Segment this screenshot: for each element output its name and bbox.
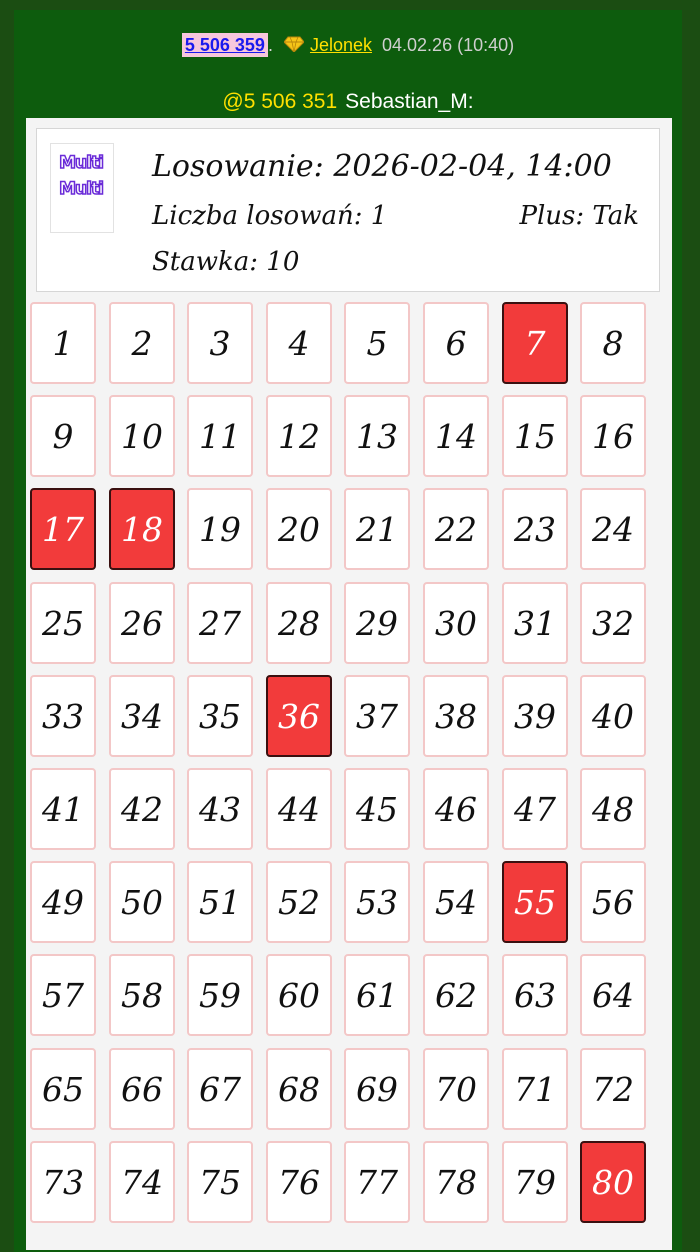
number-cell-selected[interactable]: 7 <box>502 302 568 384</box>
post-date: 04.02.26 (10:40) <box>382 35 515 55</box>
number-cell[interactable]: 33 <box>30 675 96 757</box>
number-cell[interactable]: 35 <box>187 675 253 757</box>
number-cell[interactable]: 73 <box>30 1141 96 1223</box>
number-cell[interactable]: 59 <box>187 954 253 1036</box>
number-cell[interactable]: 65 <box>30 1048 96 1130</box>
number-cell[interactable]: 71 <box>502 1048 568 1130</box>
number-cell[interactable]: 77 <box>344 1141 410 1223</box>
number-cell[interactable]: 6 <box>423 302 489 384</box>
number-cell[interactable]: 62 <box>423 954 489 1036</box>
number-cell[interactable]: 19 <box>187 488 253 570</box>
reply-reference-link[interactable]: @5 506 351 <box>222 90 338 113</box>
number-cell[interactable]: 70 <box>423 1048 489 1130</box>
number-cell[interactable]: 37 <box>344 675 410 757</box>
number-cell[interactable]: 74 <box>109 1141 175 1223</box>
number-cell[interactable]: 24 <box>580 488 646 570</box>
plus-option-label: Plus: Tak <box>519 201 639 231</box>
number-cell[interactable]: 42 <box>109 768 175 850</box>
number-cell[interactable]: 67 <box>187 1048 253 1130</box>
number-cell-selected[interactable]: 17 <box>30 488 96 570</box>
number-cell[interactable]: 49 <box>30 861 96 943</box>
post-id-link[interactable]: 5 506 359 <box>182 33 268 57</box>
number-cell[interactable]: 79 <box>502 1141 568 1223</box>
number-cell[interactable]: 31 <box>502 582 568 664</box>
number-cell[interactable]: 22 <box>423 488 489 570</box>
number-cell[interactable]: 56 <box>580 861 646 943</box>
number-cell[interactable]: 15 <box>502 395 568 477</box>
separator-dot: . <box>267 35 273 55</box>
number-cell[interactable]: 57 <box>30 954 96 1036</box>
stake-label: Stawka: 10 <box>152 247 300 277</box>
diamond-icon <box>284 36 304 52</box>
multi-multi-logo <box>50 143 114 233</box>
number-cell-selected[interactable]: 80 <box>580 1141 646 1223</box>
number-cell[interactable]: 40 <box>580 675 646 757</box>
number-cell[interactable]: 26 <box>109 582 175 664</box>
number-cell[interactable]: 75 <box>187 1141 253 1223</box>
author-link[interactable]: Jelonek <box>309 35 373 55</box>
number-cell[interactable]: 76 <box>266 1141 332 1223</box>
number-cell[interactable]: 39 <box>502 675 568 757</box>
number-cell[interactable]: 23 <box>502 488 568 570</box>
number-cell[interactable]: 13 <box>344 395 410 477</box>
reply-username: Sebastian_M: <box>345 90 474 113</box>
draw-date-label: Losowanie: 2026-02-04, 14:00 <box>152 149 612 184</box>
number-cell[interactable]: 53 <box>344 861 410 943</box>
number-cell[interactable]: 25 <box>30 582 96 664</box>
logo-text-top: Multi <box>59 153 103 173</box>
reply-line <box>14 88 682 116</box>
number-cell[interactable]: 21 <box>344 488 410 570</box>
number-cell[interactable]: 66 <box>109 1048 175 1130</box>
number-cell[interactable]: 41 <box>30 768 96 850</box>
number-cell[interactable]: 60 <box>266 954 332 1036</box>
number-cell[interactable]: 43 <box>187 768 253 850</box>
number-cell[interactable]: 69 <box>344 1048 410 1130</box>
ticket-header <box>36 128 660 292</box>
number-cell[interactable]: 3 <box>187 302 253 384</box>
number-cell[interactable]: 78 <box>423 1141 489 1223</box>
number-cell[interactable]: 72 <box>580 1048 646 1130</box>
number-cell[interactable]: 64 <box>580 954 646 1036</box>
ticket-content <box>26 118 672 1250</box>
number-cell-selected[interactable]: 55 <box>502 861 568 943</box>
post-frame <box>14 10 682 1252</box>
number-cell[interactable]: 20 <box>266 488 332 570</box>
number-cell[interactable]: 16 <box>580 395 646 477</box>
number-cell[interactable]: 48 <box>580 768 646 850</box>
number-cell[interactable]: 12 <box>266 395 332 477</box>
number-cell[interactable]: 61 <box>344 954 410 1036</box>
number-cell[interactable]: 27 <box>187 582 253 664</box>
number-cell[interactable]: 1 <box>30 302 96 384</box>
number-cell[interactable]: 52 <box>266 861 332 943</box>
number-cell[interactable]: 11 <box>187 395 253 477</box>
number-cell[interactable]: 28 <box>266 582 332 664</box>
number-cell[interactable]: 32 <box>580 582 646 664</box>
number-cell[interactable]: 58 <box>109 954 175 1036</box>
number-cell[interactable]: 44 <box>266 768 332 850</box>
number-cell[interactable]: 10 <box>109 395 175 477</box>
number-cell[interactable]: 34 <box>109 675 175 757</box>
number-cell[interactable]: 14 <box>423 395 489 477</box>
number-cell[interactable]: 4 <box>266 302 332 384</box>
number-cell[interactable]: 5 <box>344 302 410 384</box>
number-cell[interactable]: 54 <box>423 861 489 943</box>
number-cell[interactable]: 2 <box>109 302 175 384</box>
number-cell[interactable]: 9 <box>30 395 96 477</box>
number-cell[interactable]: 68 <box>266 1048 332 1130</box>
draw-count-label: Liczba losowań: 1 <box>152 201 388 231</box>
number-cell-selected[interactable]: 18 <box>109 488 175 570</box>
number-cell[interactable]: 45 <box>344 768 410 850</box>
logo-text-bottom: Multi <box>59 179 103 199</box>
number-cell[interactable]: 38 <box>423 675 489 757</box>
number-cell[interactable]: 30 <box>423 582 489 664</box>
number-cell[interactable]: 46 <box>423 768 489 850</box>
number-cell[interactable]: 29 <box>344 582 410 664</box>
number-cell[interactable]: 63 <box>502 954 568 1036</box>
number-cell[interactable]: 50 <box>109 861 175 943</box>
number-cell[interactable]: 51 <box>187 861 253 943</box>
post-header <box>14 28 682 62</box>
number-cell-selected[interactable]: 36 <box>266 675 332 757</box>
number-cell[interactable]: 47 <box>502 768 568 850</box>
number-cell[interactable]: 8 <box>580 302 646 384</box>
